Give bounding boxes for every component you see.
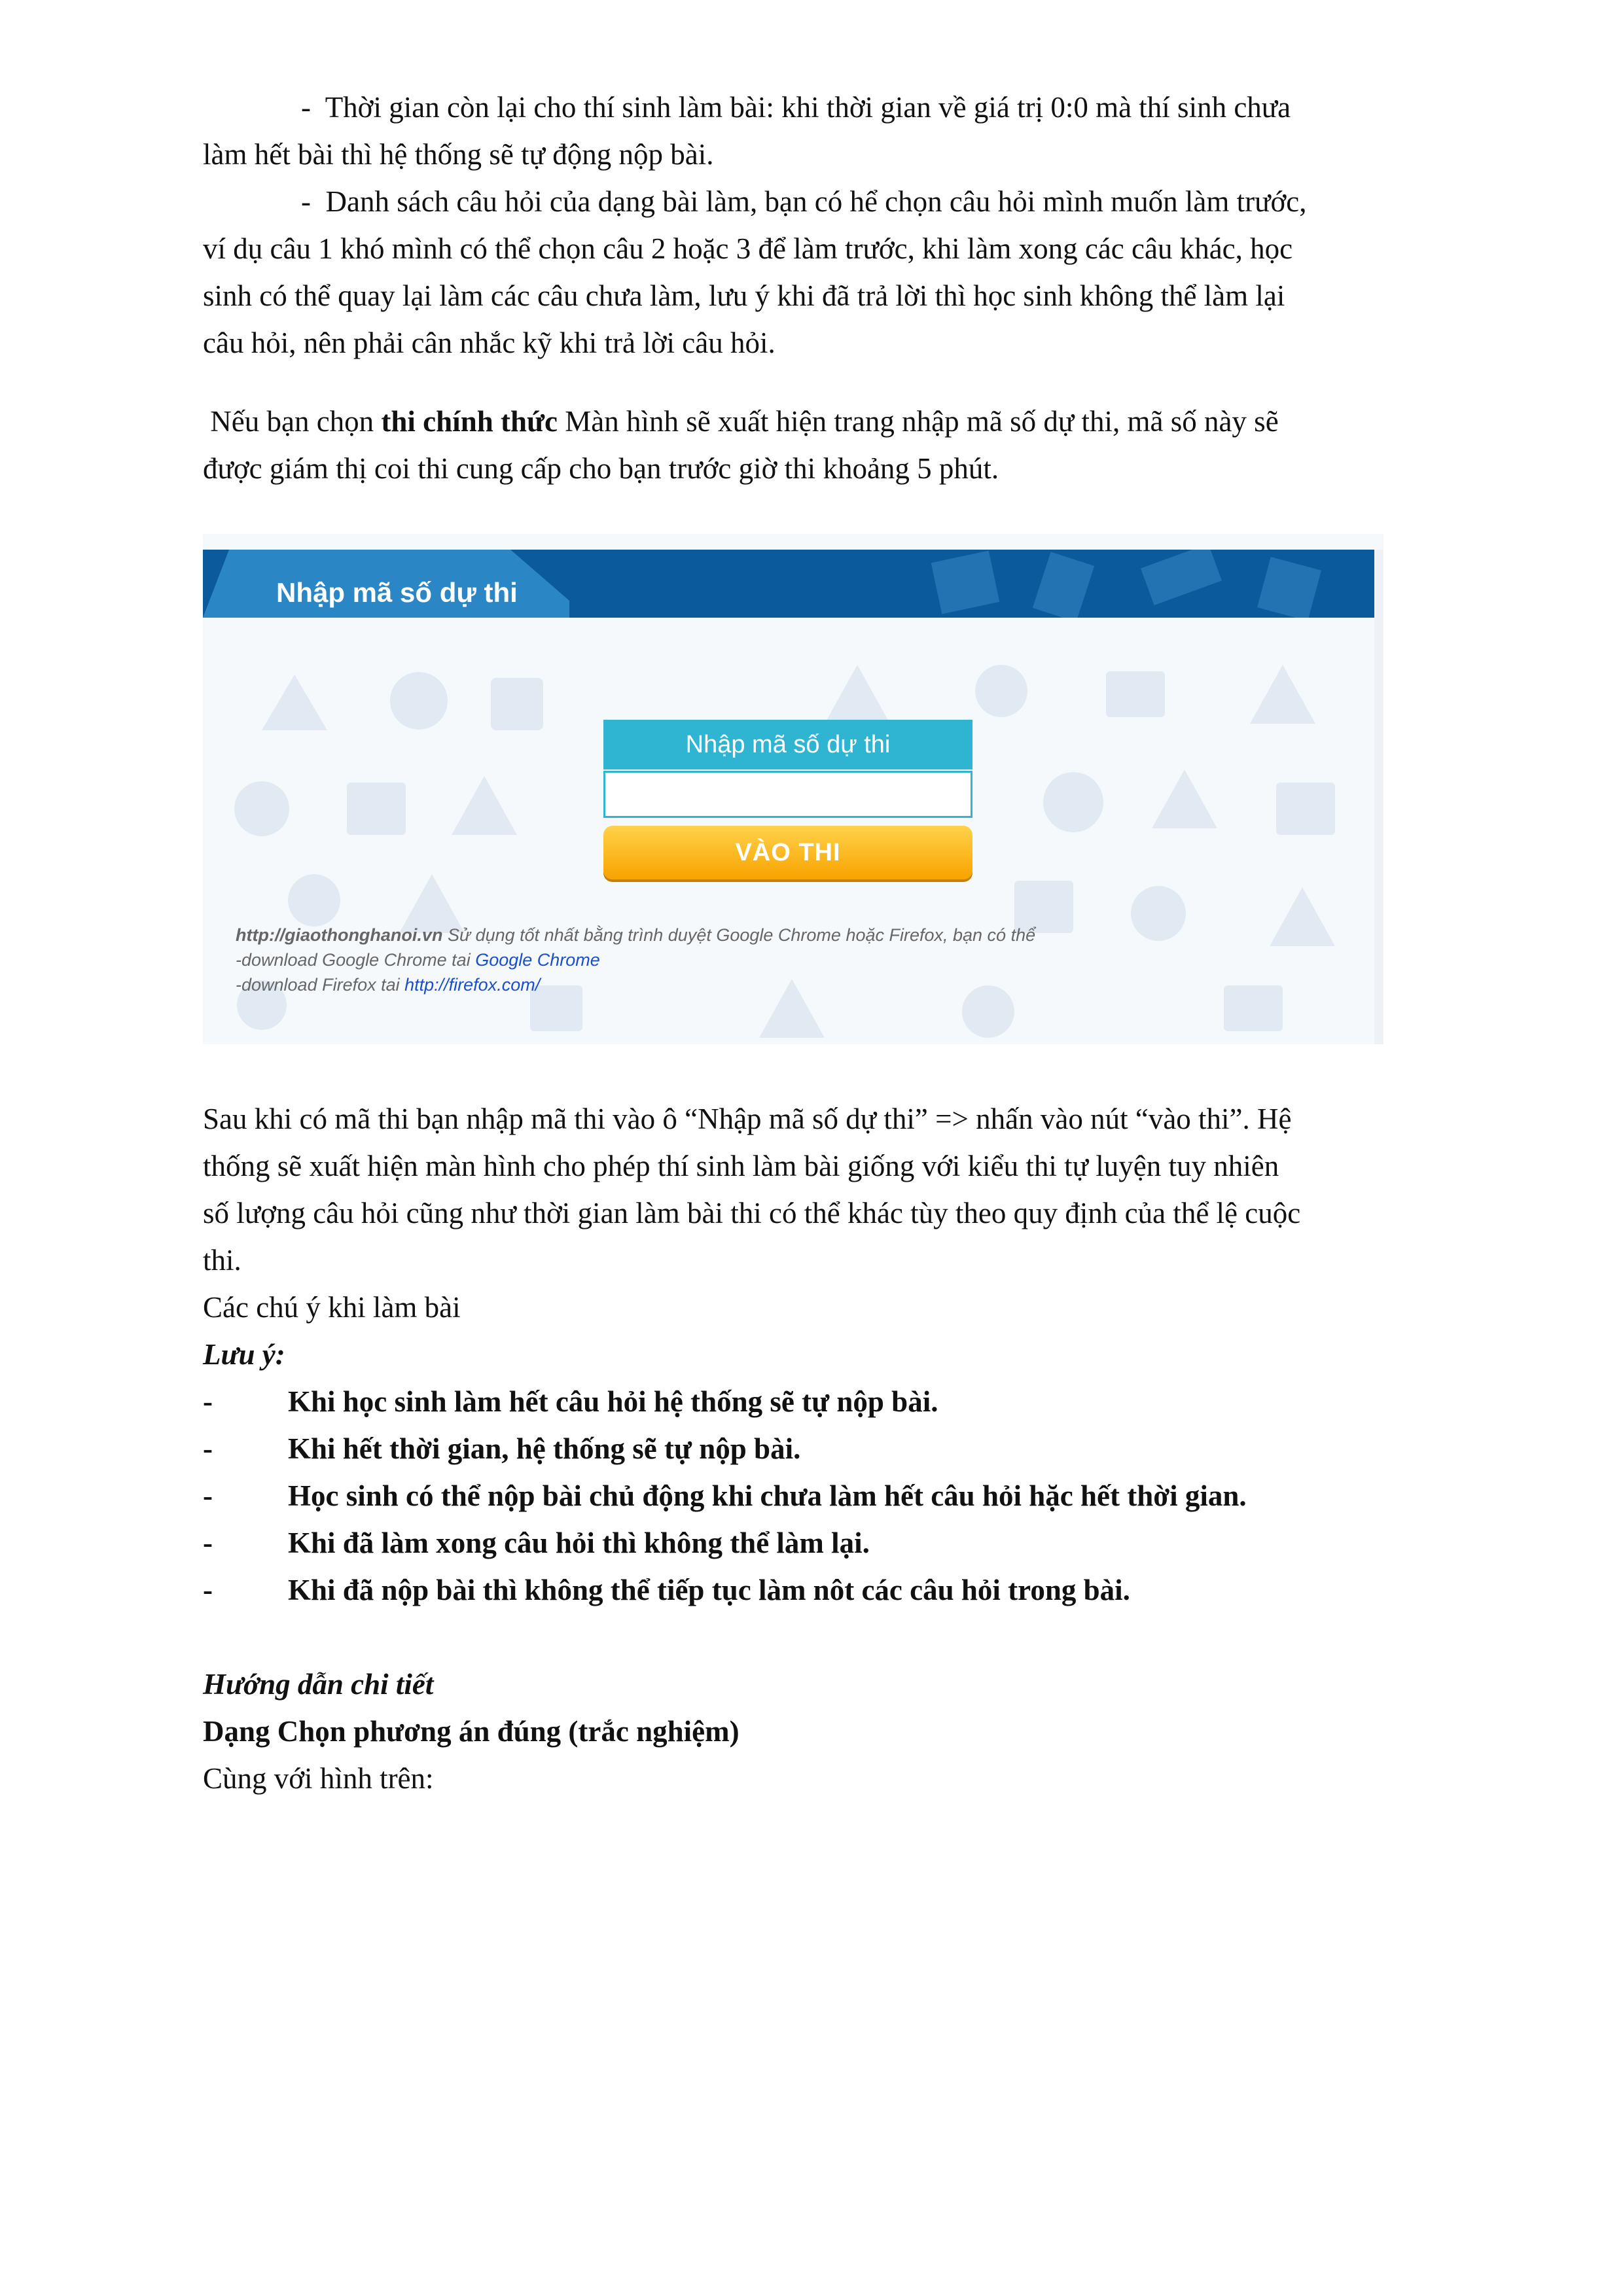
- section-heading: Dạng Chọn phương án đúng (trắc nghiệm): [203, 1715, 740, 1748]
- paragraph-line: được giám thị coi thi cung cấp cho bạn trước giờ thi khoảng 5 phút.: [203, 452, 999, 485]
- guide-heading: Hướng dẫn chi tiết: [203, 1668, 434, 1701]
- figure-border: [1374, 550, 1383, 1044]
- paragraph-text: Nếu bạn chọn: [203, 405, 382, 438]
- firefox-download-link[interactable]: http://firefox.com/: [404, 975, 541, 995]
- list-item: [203, 1566, 1479, 1614]
- bullet-dash: -: [203, 1479, 213, 1512]
- question-list-paragraph: [203, 178, 1479, 366]
- paragraph-line: thi.: [203, 1244, 241, 1277]
- bullet-dash: -: [203, 1385, 213, 1418]
- paragraph-line: Thời gian còn lại cho thí sinh làm bài: khi thời gian về giá trị 0:0 mà thí sinh chưa: [325, 91, 1291, 124]
- official-exam-emphasis: thi chính thức: [381, 405, 558, 438]
- bullet-dash: -: [301, 185, 311, 218]
- note-text: Khi đã nộp bài thì không thể tiếp tục làm nôt các câu hỏi trong bài.: [288, 1574, 1130, 1606]
- bullet-dash: -: [203, 1432, 213, 1465]
- paragraph-line: số lượng câu hỏi cũng như thời gian làm bài thi có thể khác tùy theo quy định của thể lệ cuộc: [203, 1197, 1301, 1229]
- paragraph-line: Danh sách câu hỏi của dạng bài làm, bạn có hể chọn câu hỏi mình muốn làm trước,: [325, 185, 1307, 218]
- chrome-download-link[interactable]: Google Chrome: [475, 950, 600, 970]
- notes-heading: Các chú ý khi làm bài: [203, 1291, 461, 1324]
- note-text: Khi đã làm xong câu hỏi thì không thể làm lại.: [288, 1527, 870, 1559]
- paragraph-text: Màn hình sẽ xuất hiện trang nhập mã số dự thi, mã số này sẽ: [557, 405, 1279, 438]
- paragraph-line: ví dụ câu 1 khó mình có thể chọn câu 2 hoặc 3 để làm trước, khi làm xong các câu khác, học: [203, 232, 1293, 265]
- bullet-dash: -: [203, 1574, 213, 1606]
- paragraph-line: câu hỏi, nên phải cân nhắc kỹ khi trả lời câu hỏi.: [203, 327, 776, 359]
- time-left-paragraph: [203, 84, 1479, 178]
- site-link[interactable]: http://giaothonghanoi.vn: [236, 925, 443, 945]
- paragraph-line: sinh có thể quay lại làm các câu chưa làm, lưu ý khi đã trả lời thì học sinh không thể làm lại: [203, 279, 1285, 312]
- browser-note: Sử dụng tốt nhất bằng trình duyệt Google Chrome hoặc Firefox, bạn có thể: [442, 925, 1036, 945]
- list-item: [203, 1378, 1479, 1425]
- exam-code-label: Nhập mã số dự thi: [603, 720, 972, 769]
- figure-header-title: Nhập mã số dự thi: [276, 577, 518, 608]
- exam-code-screenshot: [203, 534, 1383, 1044]
- list-item: [203, 1425, 1479, 1472]
- note-text: Khi học sinh làm hết câu hỏi hệ thống sẽ tự nộp bài.: [288, 1385, 938, 1418]
- figure-header-bar: [203, 550, 1374, 618]
- list-item: [203, 1472, 1479, 1519]
- list-item: [203, 1519, 1479, 1566]
- after-code-paragraph: [203, 1095, 1479, 1284]
- paragraph-line: Sau khi có mã thi bạn nhập mã thi vào ô “Nhập mã số dự thi” => nhấn vào nút “vào thi”. Hệ: [203, 1103, 1292, 1135]
- enter-exam-button[interactable]: VÀO THI: [603, 826, 972, 879]
- download-chrome-text: -download Google Chrome tai: [236, 950, 476, 970]
- pencil-pattern-icon: [910, 550, 1368, 618]
- note-text: Học sinh có thể nộp bài chủ động khi chưa làm hết câu hỏi hặc hết thời gian.: [288, 1479, 1247, 1512]
- official-exam-paragraph: [203, 398, 1479, 492]
- note-text: Khi hết thời gian, hệ thống sẽ tự nộp bài.: [288, 1432, 801, 1465]
- closing-line: Cùng với hình trên:: [203, 1762, 434, 1795]
- notes-list: [203, 1378, 1479, 1614]
- bullet-dash: -: [203, 1527, 213, 1559]
- download-firefox-text: -download Firefox tai: [236, 975, 405, 995]
- paragraph-line: thống sẽ xuất hiện màn hình cho phép thí sinh làm bài giống với kiểu thi tự luyện tuy nhiên: [203, 1150, 1279, 1182]
- luu-y-label: Lưu ý:: [203, 1338, 285, 1371]
- exam-code-input[interactable]: [603, 771, 972, 818]
- paragraph-line: làm hết bài thì hệ thống sẽ tự động nộp bài.: [203, 138, 714, 171]
- figure-footer: [236, 923, 1283, 997]
- bullet-dash: -: [301, 91, 311, 124]
